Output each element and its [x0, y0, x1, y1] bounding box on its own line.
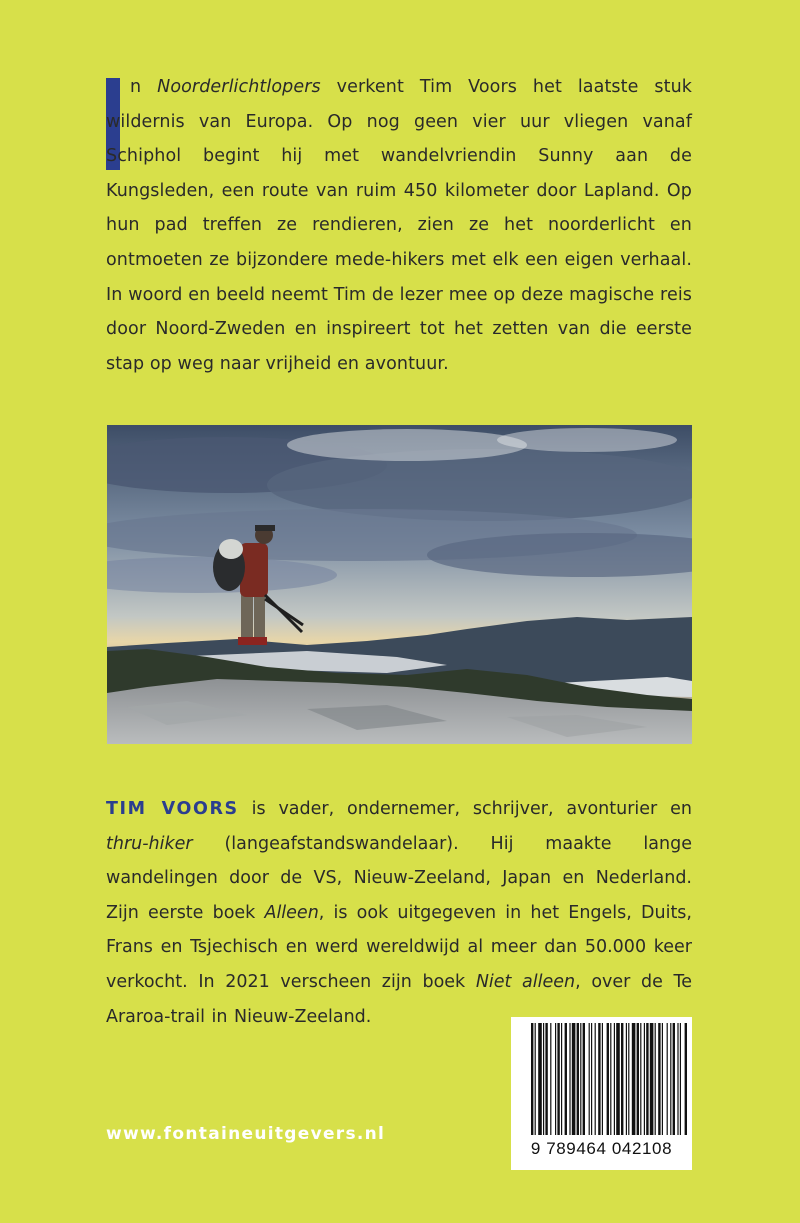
barcode-bar — [610, 1023, 611, 1135]
barcode-bar — [640, 1023, 641, 1135]
barcode-bar — [598, 1023, 600, 1135]
barcode-bar — [616, 1023, 620, 1135]
bio-text-1: is vader, ondernemer, schrijver, avonturier en — [238, 799, 692, 819]
barcode-bar — [543, 1023, 544, 1135]
barcode-bar — [680, 1023, 681, 1135]
author-name: TIM VOORS — [106, 799, 239, 819]
barcode-bar — [670, 1023, 671, 1135]
barcode-bar — [685, 1023, 687, 1135]
bio-text-2: (langeafstandswandelaar). Hij maakte lange wandelingen door de VS, Nieuw-Zeeland, Japan en Nederland. Zijn eerste boek — [106, 833, 692, 923]
author-bio — [106, 792, 692, 1034]
barcode-bar — [667, 1023, 668, 1135]
barcode-bar — [591, 1023, 592, 1135]
barcode-bar — [565, 1023, 567, 1135]
bio-text-3: , is ook uitgegeven in het Engels, Duits, Frans en Tsjechisch en werd wereldwijd al meer dan 50.000 keer verkocht. In 2021 verscheen zijn boek — [106, 902, 692, 992]
barcode-bar — [545, 1023, 547, 1135]
barcode-bar — [614, 1023, 615, 1135]
barcode-bar — [658, 1023, 660, 1135]
barcode-bars — [511, 1017, 692, 1141]
barcode-bar — [628, 1023, 629, 1135]
barcode-bar — [572, 1023, 576, 1135]
barcode-bar — [655, 1023, 656, 1135]
barcode-bar — [577, 1023, 579, 1135]
barcode-bar — [646, 1023, 648, 1135]
barcode-bar — [677, 1023, 678, 1135]
hiker-photo — [107, 425, 692, 744]
book-title: Noorderlichtlopers — [157, 77, 321, 97]
bio-text-4: , over de Te Araroa-trail in Nieuw-Zeeland. — [106, 971, 693, 1027]
barcode-bar — [561, 1023, 562, 1135]
barcode-bar — [569, 1023, 570, 1135]
bio-italic-1: thru-hiker — [106, 833, 193, 854]
bio-italic-2: Alleen — [264, 902, 319, 923]
barcode-bar — [650, 1023, 654, 1135]
barcode-bar — [583, 1023, 585, 1135]
barcode-bar — [662, 1023, 663, 1135]
barcode-bar — [555, 1023, 556, 1135]
blurb-text — [106, 70, 692, 381]
isbn-number: 9 789464 042108 — [530, 1139, 673, 1158]
blurb-body: verkent Tim Voors het laatste stuk wildernis van Europa. Op nog geen vier uur vliegen vanaf Schiphol begint hij met wandelvriendin Sunny aan de Kungsleden, een route van ruim 450 kilometer door Lapland. Op hun pad treffen ze rendieren, zien ze het noorderlicht en ontmoeten ze bijzondere mede-hikers met elk een eigen verhaal. In woord en beeld neemt Tim de lezer mee op deze magische reis door Noord-Zweden en inspireert tot het zetten van die eerste stap op weg naar vrijheid en avontuur. — [106, 77, 692, 374]
barcode-bar — [557, 1023, 559, 1135]
barcode — [511, 1017, 692, 1170]
bio-italic-3: Niet alleen — [475, 971, 576, 992]
barcode-bar — [535, 1023, 536, 1135]
barcode-bar — [595, 1023, 596, 1135]
barcode-bar — [607, 1023, 609, 1135]
barcode-bar — [602, 1023, 603, 1135]
barcode-bar — [626, 1023, 627, 1135]
publisher-url[interactable]: www.fontaineuitgevers.nl — [106, 1124, 386, 1144]
blurb-lead: n — [130, 77, 158, 97]
barcode-bar — [589, 1023, 590, 1135]
cover-photo — [107, 425, 692, 744]
barcode-bar — [673, 1023, 675, 1135]
barcode-bar — [644, 1023, 645, 1135]
barcode-bar — [621, 1023, 623, 1135]
barcode-bar — [637, 1023, 639, 1135]
barcode-bar — [632, 1023, 636, 1135]
barcode-bar — [580, 1023, 581, 1135]
barcode-bar — [550, 1023, 551, 1135]
barcode-bar — [538, 1023, 542, 1135]
barcode-bar — [531, 1023, 533, 1135]
